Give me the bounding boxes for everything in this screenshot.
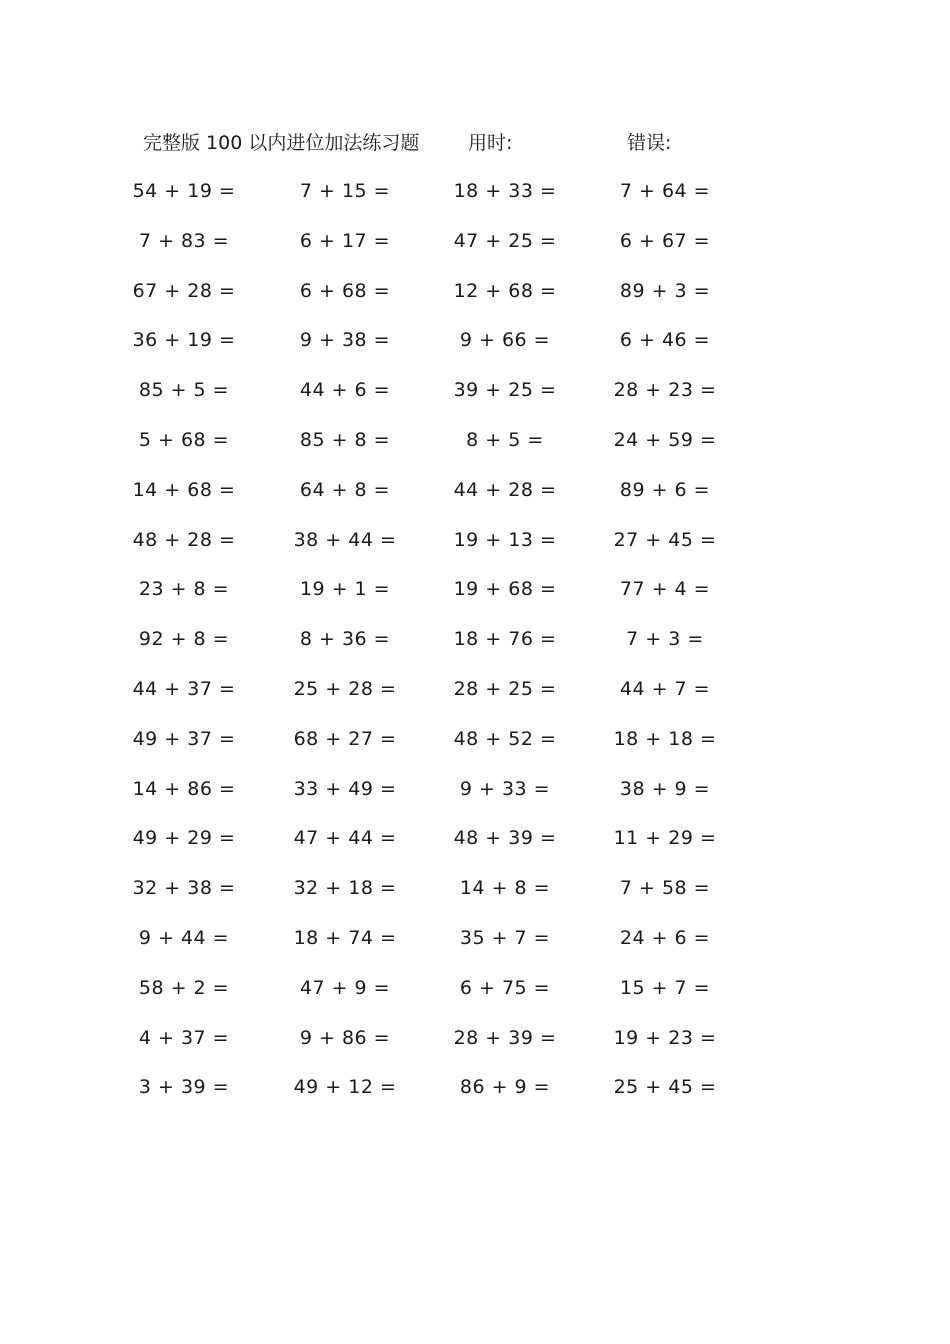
addition-problem: 86 + 9 =	[459, 1076, 551, 1099]
addition-problem: 3 + 39 =	[138, 1076, 230, 1099]
addition-problem: 36 + 19 =	[132, 329, 236, 352]
addition-problem: 5 + 68 =	[138, 428, 230, 451]
addition-problem: 49 + 37 =	[132, 727, 236, 750]
addition-problem: 19 + 23 =	[613, 1026, 717, 1049]
addition-problem: 23 + 8 =	[138, 578, 230, 601]
problem-row	[0, 572, 950, 622]
problem-row	[0, 373, 950, 423]
addition-problem: 47 + 44 =	[293, 827, 397, 850]
addition-problem: 19 + 1 =	[299, 578, 391, 601]
addition-problem: 58 + 2 =	[138, 976, 230, 999]
addition-problem: 9 + 86 =	[299, 1026, 391, 1049]
problem-row	[0, 622, 950, 672]
problem-row	[0, 1070, 950, 1120]
problem-row	[0, 473, 950, 523]
addition-problem: 7 + 83 =	[138, 229, 230, 252]
addition-problem: 15 + 7 =	[619, 976, 711, 999]
addition-problem: 7 + 64 =	[619, 180, 711, 202]
addition-problem: 7 + 58 =	[619, 877, 711, 900]
error-label: 错误:	[627, 132, 672, 154]
problem-row	[0, 523, 950, 573]
addition-problem: 28 + 25 =	[453, 677, 557, 700]
addition-problem: 14 + 68 =	[132, 478, 236, 501]
addition-problem: 6 + 68 =	[299, 279, 391, 302]
addition-problem: 32 + 38 =	[132, 877, 236, 900]
addition-problem: 49 + 29 =	[132, 827, 236, 850]
addition-problem: 39 + 25 =	[453, 379, 557, 402]
problem-row	[0, 274, 950, 324]
addition-problem: 67 + 28 =	[132, 279, 236, 302]
addition-problem: 49 + 12 =	[293, 1076, 397, 1099]
addition-problem: 18 + 76 =	[453, 628, 557, 651]
addition-problem: 64 + 8 =	[299, 478, 391, 501]
addition-problem: 6 + 67 =	[619, 229, 711, 252]
problem-row	[0, 772, 950, 822]
addition-problem: 77 + 4 =	[619, 578, 711, 601]
addition-problem: 19 + 13 =	[453, 528, 557, 551]
problem-row	[0, 323, 950, 373]
addition-problem: 28 + 23 =	[613, 379, 717, 402]
addition-problem: 7 + 15 =	[299, 180, 391, 202]
addition-problem: 54 + 19 =	[132, 180, 236, 202]
addition-problem: 11 + 29 =	[613, 827, 717, 850]
addition-problem: 85 + 5 =	[138, 379, 230, 402]
problem-row	[0, 821, 950, 871]
addition-problem: 32 + 18 =	[293, 877, 397, 900]
addition-problem: 44 + 28 =	[453, 478, 557, 501]
addition-problem: 6 + 46 =	[619, 329, 711, 352]
problem-row	[0, 174, 950, 224]
addition-problem: 18 + 18 =	[613, 727, 717, 750]
addition-problem: 9 + 66 =	[459, 329, 551, 352]
addition-problem: 24 + 59 =	[613, 428, 717, 451]
addition-problem: 14 + 86 =	[132, 777, 236, 800]
addition-problem: 8 + 36 =	[299, 628, 391, 651]
problem-row	[0, 871, 950, 921]
addition-problem: 12 + 68 =	[453, 279, 557, 302]
addition-problem: 38 + 44 =	[293, 528, 397, 551]
addition-problem: 8 + 5 =	[466, 428, 544, 451]
addition-problem: 68 + 27 =	[293, 727, 397, 750]
addition-problem: 48 + 52 =	[453, 727, 557, 750]
problem-row	[0, 672, 950, 722]
addition-problem: 47 + 9 =	[299, 976, 391, 999]
addition-problem: 24 + 6 =	[619, 926, 711, 949]
addition-problem: 9 + 44 =	[138, 926, 230, 949]
addition-problem: 25 + 28 =	[293, 677, 397, 700]
addition-problem: 85 + 8 =	[299, 428, 391, 451]
addition-problem: 27 + 45 =	[613, 528, 717, 551]
addition-problem: 44 + 37 =	[132, 677, 236, 700]
addition-problem: 25 + 45 =	[613, 1076, 717, 1099]
addition-problem: 92 + 8 =	[138, 628, 230, 651]
addition-problem: 48 + 28 =	[132, 528, 236, 551]
problem-row	[0, 1021, 950, 1071]
addition-problem: 47 + 25 =	[453, 229, 557, 252]
addition-problem: 7 + 3 =	[626, 628, 704, 651]
addition-problem: 48 + 39 =	[453, 827, 557, 850]
worksheet-title: 完整版 100 以内进位加法练习题	[143, 132, 420, 154]
addition-problem: 19 + 68 =	[453, 578, 557, 601]
addition-problem: 6 + 75 =	[459, 976, 551, 999]
addition-problem: 89 + 3 =	[619, 279, 711, 302]
addition-problem: 35 + 7 =	[459, 926, 551, 949]
addition-problem: 89 + 6 =	[619, 478, 711, 501]
addition-problem: 28 + 39 =	[453, 1026, 557, 1049]
time-label: 用时:	[468, 132, 513, 154]
problem-row	[0, 423, 950, 473]
problem-grid	[0, 174, 950, 1120]
problem-row	[0, 224, 950, 274]
addition-problem: 18 + 33 =	[453, 180, 557, 202]
addition-problem: 44 + 7 =	[619, 677, 711, 700]
addition-problem: 38 + 9 =	[619, 777, 711, 800]
problem-row	[0, 722, 950, 772]
addition-problem: 14 + 8 =	[459, 877, 551, 900]
addition-problem: 44 + 6 =	[299, 379, 391, 402]
problem-row	[0, 971, 950, 1021]
addition-problem: 9 + 38 =	[299, 329, 391, 352]
addition-problem: 33 + 49 =	[293, 777, 397, 800]
addition-problem: 6 + 17 =	[299, 229, 391, 252]
addition-problem: 18 + 74 =	[293, 926, 397, 949]
problem-row	[0, 921, 950, 971]
addition-problem: 9 + 33 =	[459, 777, 551, 800]
worksheet-header	[0, 128, 950, 158]
addition-problem: 4 + 37 =	[138, 1026, 230, 1049]
